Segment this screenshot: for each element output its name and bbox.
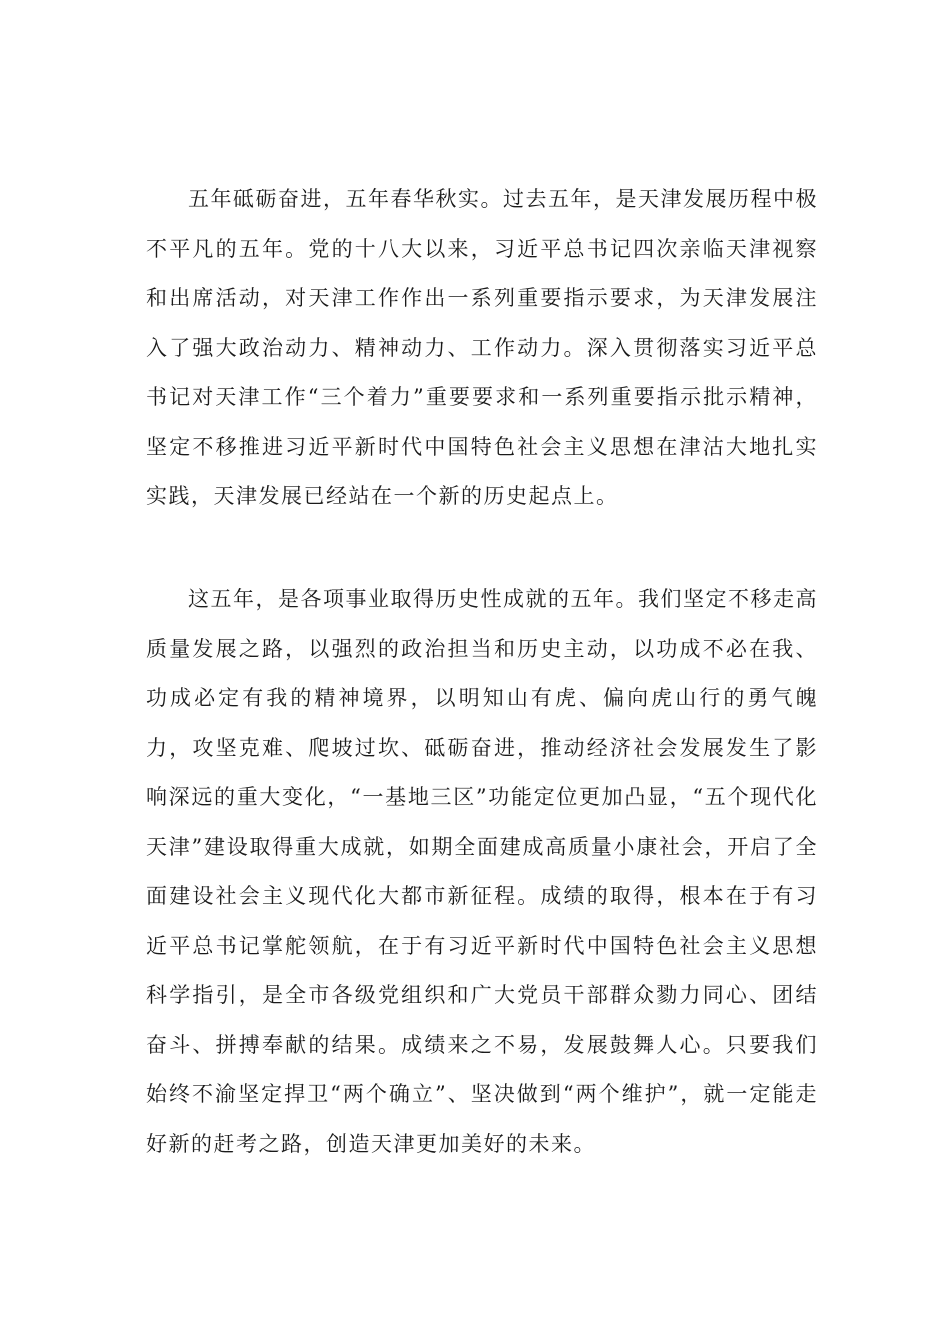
body-paragraph-1: 五年砥砺奋进，五年春华秋实。过去五年，是天津发展历程中极不平凡的五年。党的十八大以来，习近平总书记四次亲临天津视察和出席活动，对天津工作作出一系列重要指示要求，为天津发展注入了强大政治动力、精神动力、工作动力。深入贯彻落实习近平总书记对天津工作“三个着力”重要要求和一系列重要指示批示精神，坚定不移推进习近平新时代中国特色社会主义思想在津沽大地扎实实践，天津发展已经站在一个新的历史起点上。 (146, 187, 818, 508)
body-paragraph-2: 这五年，是各项事业取得历史性成就的五年。我们坚定不移走高质量发展之路，以强烈的政治担当和历史主动，以功成不必在我、功成必定有我的精神境界，以明知山有虎、偏向虎山行的勇气魄力，攻坚克难、爬坡过坎、砥砺奋进，推动经济社会发展发生了影响深远的重大变化，“一基地三区”功能定位更加凸显，“五个现代化天津”建设取得重大成就，如期全面建成高质量小康社会，开启了全面建设社会主义现代化大都市新征程。成绩的取得，根本在于有习近平总书记掌舵领航，在于有习近平新时代中国特色社会主义思想科学指引，是全市各级党组织和广大党员干部群众勠力同心、团结奋斗、拼搏奉献的结果。成绩来之不易，发展鼓舞人心。只要我们始终不渝坚定捍卫“两个确立”、坚决做到“两个维护”，就一定能走好新的赶考之路，创造天津更加美好的未来。 (146, 587, 818, 1156)
